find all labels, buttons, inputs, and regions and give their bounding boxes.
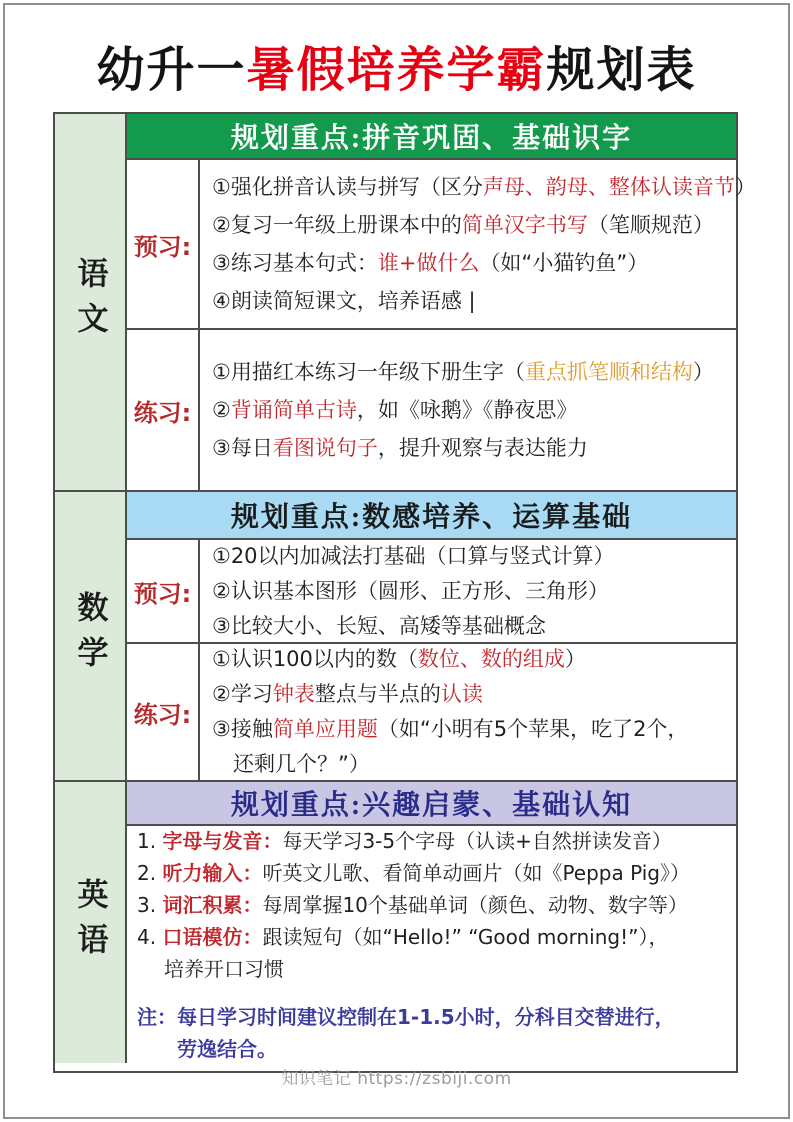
row-content <box>200 540 736 642</box>
text-segment: ③接触 <box>212 717 273 741</box>
title-segment: 暑假培养学霸 <box>246 44 547 97</box>
content-line <box>212 539 736 574</box>
text-segment: 重点抓笔顺和结构 <box>524 360 693 384</box>
text-segment: 听力输入： <box>162 860 263 885</box>
text-segment: 字母与发音： <box>162 828 283 853</box>
section-band: 规划重点:兴趣启蒙、基础认知 <box>127 782 736 826</box>
section-band: 规划重点:数感培养、运算基础 <box>127 492 736 540</box>
text-segment: ①用描红本练习一年级下册生字（ <box>212 360 525 384</box>
page-title <box>0 42 793 100</box>
row-content <box>200 160 756 328</box>
text-segment: ） <box>692 360 714 384</box>
text-segment: 词汇积累： <box>162 892 263 917</box>
text-segment: ，提升观察与表达能力 <box>377 436 588 460</box>
text-segment: 还剩几个？”） <box>233 752 370 776</box>
table-row <box>127 540 736 644</box>
text-segment: ③练习基本句式： <box>212 251 378 275</box>
row-label: 预习: <box>127 160 200 328</box>
text-segment: 1. <box>137 828 163 853</box>
content-line <box>212 168 756 206</box>
title-segment: 幼升一 <box>96 44 247 97</box>
text-segment: 简单汉字书写 <box>461 213 588 237</box>
row-label: 预习: <box>127 540 200 642</box>
content-line <box>212 677 736 712</box>
section-main <box>127 492 736 780</box>
section-英语 <box>55 782 736 1063</box>
list-item-line <box>137 921 736 953</box>
content-line <box>212 609 736 644</box>
note-block <box>137 1001 736 1065</box>
text-segment: 看图说句子 <box>272 436 378 460</box>
content-line <box>212 244 736 282</box>
text-segment: 3. <box>137 892 163 917</box>
list-item-line <box>137 953 736 985</box>
text-segment: 钟表 <box>272 682 315 706</box>
section-语文 <box>55 114 756 492</box>
text-segment: （笔顺规范） <box>587 213 714 237</box>
text-segment: ①认识100以内的数（ <box>212 647 418 671</box>
text-segment: ） <box>564 647 586 671</box>
text-segment: （如“小明有5个苹果，吃了2个， <box>377 717 689 741</box>
content-line <box>212 206 736 244</box>
list-item-line <box>137 889 736 921</box>
text-segment: 4. <box>137 924 163 949</box>
text-segment: 听英文儿歌、看简单动画片（如《Peppa Pig》） <box>262 860 690 885</box>
text-segment: 每周掌握10个基础单词（颜色、动物、数字等） <box>262 892 688 917</box>
title-segment: 规划表 <box>546 44 697 97</box>
text-segment: 简单应用题 <box>272 717 378 741</box>
text-segment: 2. <box>137 860 163 885</box>
text-segment: 跟读短句（如“Hello!” “Good morning!”）， <box>262 924 669 949</box>
text-segment: 培养开口习惯 <box>164 956 284 981</box>
text-segment: 背诵简单古诗 <box>230 398 357 422</box>
text-segment: 每天学习3-5个字母（认读+自然拼读发音） <box>282 828 672 853</box>
text-segment: ，如《咏鹅》《静夜思》 <box>356 398 578 422</box>
section-band: 规划重点:拼音巩固、基础识字 <box>127 114 736 160</box>
content-line <box>212 747 736 782</box>
text-segment: 口语模仿： <box>162 924 263 949</box>
content-line <box>212 642 736 677</box>
subject-label: 语文 <box>55 114 127 490</box>
subject-label: 数学 <box>55 492 127 780</box>
footer-watermark: 知识笔记 https://zsbiji.com <box>281 1069 512 1089</box>
text-segment: 声母、韵母、整体认读音节 <box>482 175 735 199</box>
content-line <box>212 574 736 609</box>
text-segment: ②认识基本图形（圆形、正方形、三角形） <box>212 578 609 603</box>
note-line <box>137 1033 736 1065</box>
content-line <box>212 353 736 391</box>
text-segment: ③每日 <box>212 436 273 460</box>
row-content <box>200 644 736 780</box>
text-segment: ④朗读简短课文，培养语感 | <box>212 289 476 313</box>
text-segment: ①20以内加减法打基础（口算与竖式计算） <box>212 543 615 568</box>
row-label: 练习: <box>127 330 200 490</box>
section-main <box>127 782 736 1063</box>
table-row <box>127 644 736 780</box>
table-row <box>127 330 736 490</box>
plan-table <box>53 112 756 1073</box>
content-line <box>212 282 736 320</box>
text-segment: ） <box>734 175 756 199</box>
text-segment: ② <box>212 398 231 422</box>
row-content <box>200 330 736 490</box>
note-line <box>137 1001 736 1033</box>
text-segment: ③比较大小、长短、高矮等基础概念 <box>212 613 546 638</box>
section-content <box>127 826 736 1063</box>
text-segment: 劳逸结合。 <box>177 1036 277 1061</box>
row-label: 练习: <box>127 644 200 780</box>
text-segment: 整点与半点的 <box>314 682 441 706</box>
text-segment: 谁+做什么 <box>377 251 480 275</box>
list-item-line <box>137 825 736 857</box>
text-segment: 注：每日学习时间建议控制在1-1.5小时，分科目交替进行， <box>137 1004 675 1029</box>
text-segment: ②学习 <box>212 682 273 706</box>
table-row <box>127 160 756 330</box>
subject-label: 英语 <box>55 782 127 1063</box>
text-segment: ②复习一年级上册课本中的 <box>212 213 462 237</box>
list-item-line <box>137 857 736 889</box>
text-segment: （如“小猫钓鱼”） <box>479 251 649 275</box>
content-line <box>212 429 736 467</box>
text-segment: ①强化拼音认读与拼写（区分 <box>212 175 483 199</box>
section-数学 <box>55 492 736 782</box>
section-main <box>127 114 756 490</box>
content-line <box>212 391 736 429</box>
content-line <box>212 712 736 747</box>
text-segment: 认读 <box>440 682 483 706</box>
text-segment: 数位、数的组成 <box>417 647 565 671</box>
